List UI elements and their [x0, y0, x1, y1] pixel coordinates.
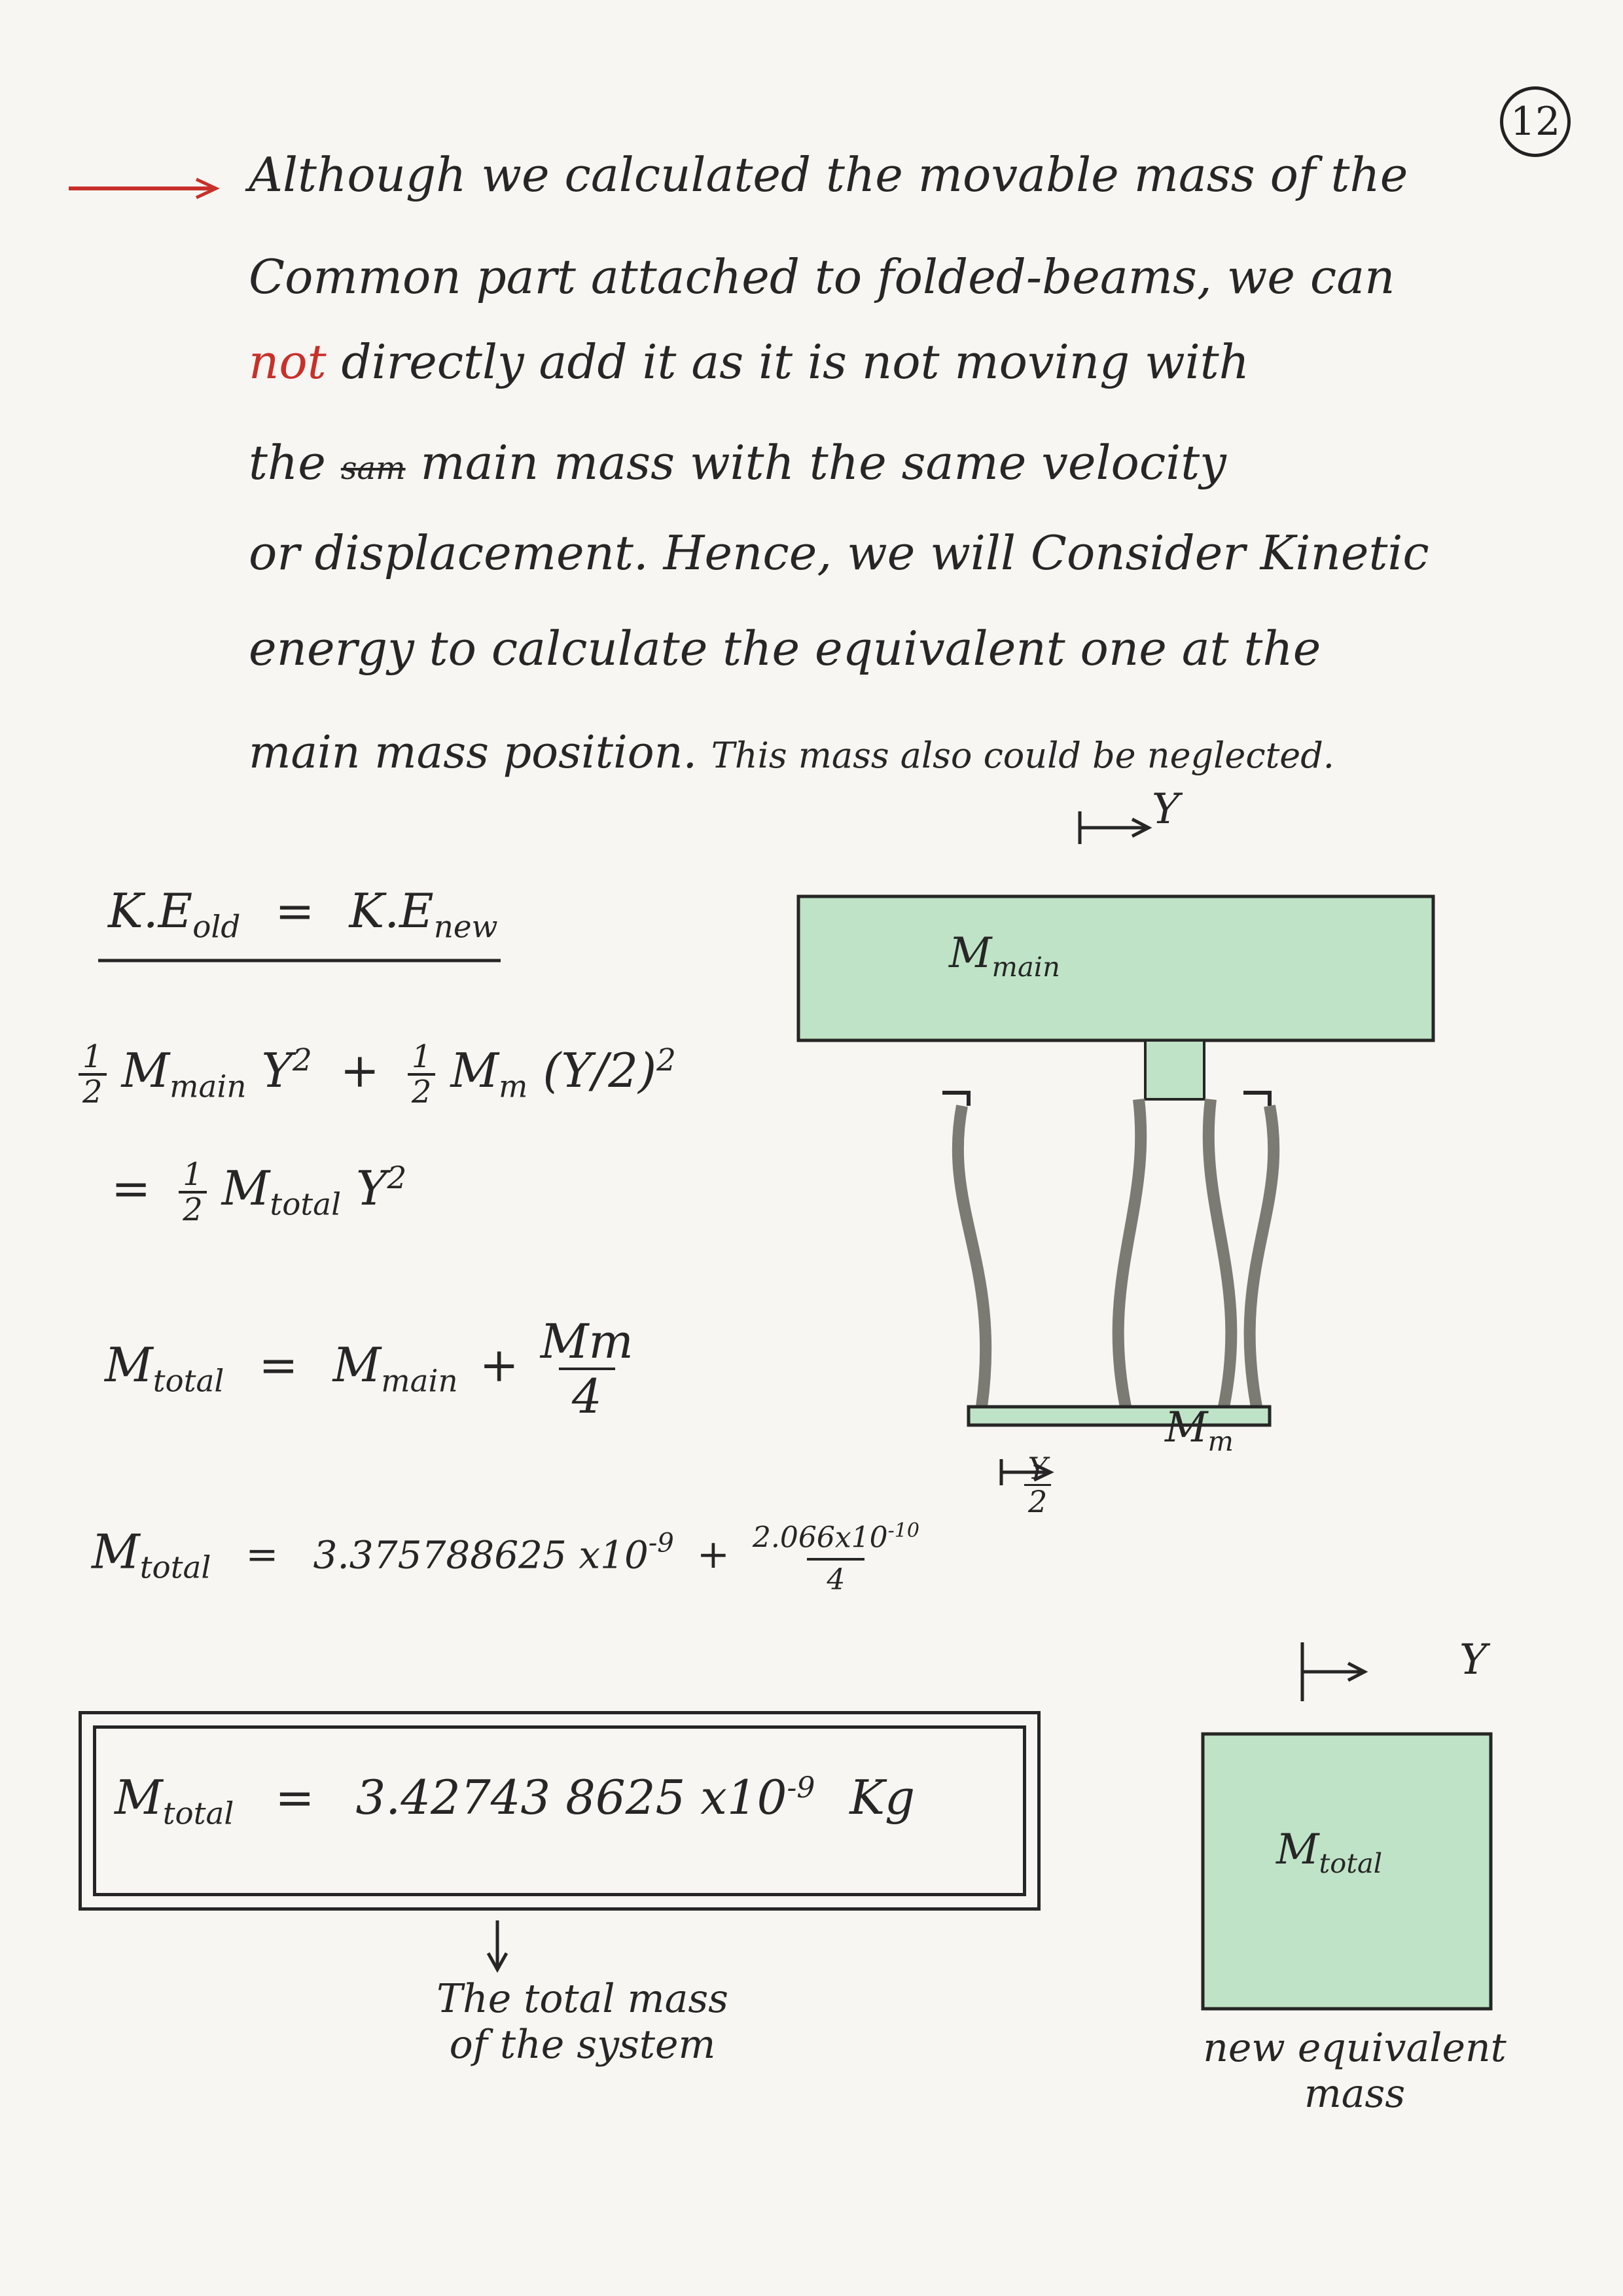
result-value: 3.42743 8625 x10	[355, 1770, 787, 1825]
m-total-result: M	[115, 1770, 163, 1825]
total-mass-label	[1276, 1826, 1382, 1879]
ke-right-sub: new	[433, 910, 498, 945]
plus-5: +	[696, 1532, 730, 1578]
paragraph-line-6: energy to calculate the equivalent one at the	[249, 621, 1321, 676]
y-half-label	[1024, 1453, 1051, 1517]
y-dot-half: (Y/2)	[543, 1043, 657, 1098]
y-dot: Y	[261, 1043, 293, 1098]
total-mass-formula	[105, 1315, 633, 1422]
m-m: M	[450, 1043, 499, 1098]
equals-5: =	[245, 1532, 279, 1578]
ke-equals: =	[275, 883, 315, 938]
sq-3: 2	[387, 1161, 407, 1196]
paragraph-line-2: Common part attached to folded-beams, we can	[249, 249, 1395, 304]
total-mass-label-sub: total	[1319, 1846, 1383, 1879]
paragraph-line-7-main: main mass position.	[249, 727, 698, 779]
m-total-sub-2: total	[152, 1364, 224, 1400]
m-total-result-sub: total	[162, 1796, 234, 1832]
paragraph-line-4-rest: main mass with the same velocity	[420, 435, 1226, 490]
mm-label-sub: m	[1207, 1424, 1234, 1457]
half-num: 1	[82, 1038, 103, 1075]
equivalent-note-line-1: new equivalent	[1203, 2025, 1507, 2071]
ke-left: K.E	[108, 883, 193, 938]
paragraph-line-3	[249, 332, 1249, 391]
result-exp: -9	[787, 1771, 815, 1805]
m-total-2: M	[105, 1337, 153, 1392]
plus-4: +	[479, 1337, 519, 1392]
ke-left-sub: old	[192, 910, 241, 945]
paragraph-line-4	[249, 433, 1226, 498]
mm-label	[1165, 1404, 1234, 1457]
y-dot-2: Y	[355, 1161, 387, 1216]
energy-total	[111, 1158, 406, 1226]
half-den-2: 2	[408, 1073, 436, 1108]
paragraph-line-7	[249, 724, 1334, 785]
page-number	[1500, 86, 1571, 157]
m-main-sub: main	[169, 1069, 247, 1105]
mm-over-4-den: 4	[559, 1368, 615, 1422]
m-total-3: M	[92, 1524, 140, 1580]
value-1-exp: -9	[648, 1528, 674, 1559]
ke-equation	[108, 883, 498, 945]
m-main: M	[121, 1043, 170, 1098]
y-axis-label: Y	[1152, 785, 1180, 834]
not-word: not	[249, 334, 327, 389]
sq-2: 2	[656, 1043, 676, 1078]
total-mass-label-m: M	[1276, 1826, 1319, 1874]
y-axis-label-2: Y	[1459, 1636, 1488, 1684]
ke-underline	[98, 957, 504, 964]
equivalent-note	[1178, 2025, 1531, 2117]
value-2-num-exp: -10	[887, 1519, 919, 1542]
result-note-line-2: of the system	[449, 2022, 716, 2068]
mm-over-4-num: Mm	[540, 1314, 633, 1369]
sq-1: 2	[292, 1043, 312, 1078]
equivalent-note-line-2: mass	[1304, 2071, 1406, 2117]
paragraph-line-3-rest: directly add it as it is not moving with	[341, 334, 1250, 389]
equals-total-line: =	[111, 1161, 151, 1216]
m-total: M	[221, 1161, 270, 1216]
result-note-line-1: The total mass	[437, 1976, 728, 2022]
main-mass-label	[949, 929, 1060, 983]
equals-4: =	[259, 1337, 298, 1392]
m-total-sub: total	[270, 1187, 342, 1223]
half-num-2: 1	[411, 1038, 432, 1075]
struck-word: sam	[340, 450, 406, 487]
paragraph-line-4-the: the	[249, 435, 326, 490]
page-number-text: 12	[1510, 99, 1561, 145]
m-main-2: M	[332, 1337, 382, 1392]
m-m-sub: m	[499, 1069, 528, 1105]
value-2-num: 2.066x10	[752, 1521, 888, 1555]
half-den-3: 2	[179, 1191, 207, 1226]
result-unit: Kg	[849, 1770, 916, 1825]
down-arrow-icon	[484, 1917, 510, 1976]
ke-right: K.E	[349, 883, 434, 938]
paragraph-line-5: or displacement. Hence, we will Consider Kinetic	[249, 525, 1429, 580]
result-equation	[115, 1770, 915, 1831]
y-half-num: Y	[1027, 1451, 1048, 1486]
m-main-sub-2: main	[381, 1364, 458, 1400]
folded-beam-diagram	[772, 805, 1518, 1557]
main-mass-label-sub: main	[991, 950, 1060, 983]
half-den: 2	[79, 1073, 107, 1108]
red-arrow-icon	[65, 175, 223, 202]
half-num-3: 1	[183, 1156, 203, 1193]
paragraph-line-7-small: This mass also could be neglected.	[711, 735, 1334, 776]
main-mass-label-m: M	[949, 929, 992, 978]
mm-label-m: M	[1165, 1404, 1208, 1452]
m-total-sub-3: total	[139, 1550, 211, 1586]
equals-result: =	[275, 1770, 315, 1825]
value-1: 3.375788625 x10	[313, 1532, 649, 1578]
paragraph-line-1: Although we calculated the movable mass of the	[249, 147, 1408, 202]
plus-1: +	[340, 1043, 380, 1098]
value-2-den: 4	[807, 1558, 865, 1600]
result-note	[380, 1976, 785, 2068]
energy-sum	[79, 1040, 676, 1108]
y-half-den: 2	[1024, 1484, 1051, 1517]
